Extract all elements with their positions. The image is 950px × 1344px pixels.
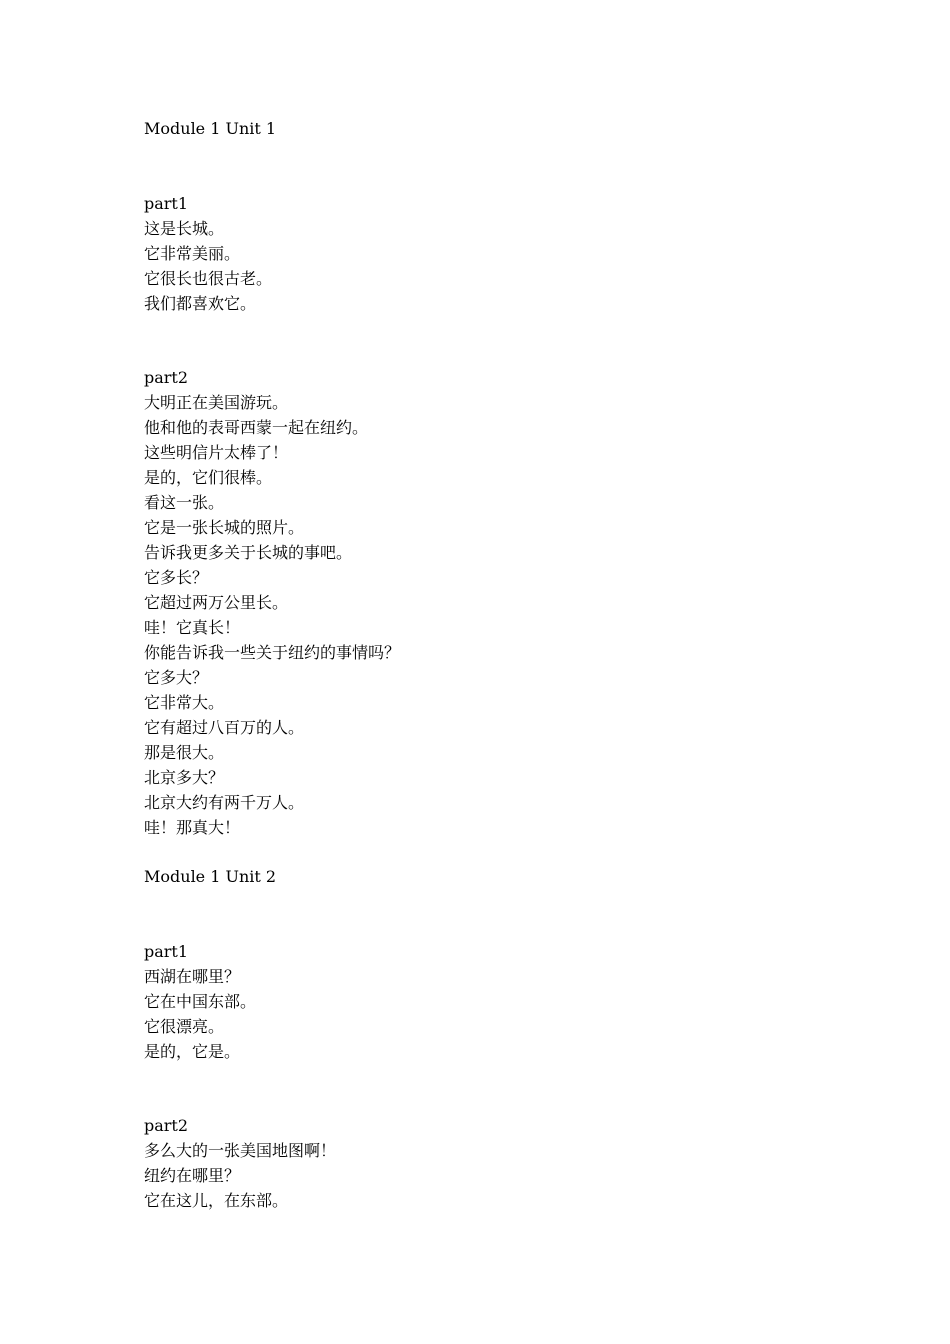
unit1-part2-line: 他和他的表哥西蒙一起在纽约。 — [144, 418, 369, 437]
unit1-part2-line: 它多大？ — [144, 668, 209, 687]
unit1-part2-line: 它多长？ — [144, 568, 209, 587]
unit1-part2-line: 北京大约有两千万人。 — [144, 793, 305, 812]
unit1-part1-line: 它很长也很古老。 — [144, 269, 273, 288]
unit1-part2-line: 看这一张。 — [144, 493, 225, 512]
unit1-part2-label: part2 — [144, 368, 189, 387]
unit2-part1-line: 是的，它是。 — [144, 1042, 241, 1061]
unit1-part1-line: 它非常美丽。 — [144, 244, 241, 263]
unit1-part1-section — [144, 191, 904, 316]
unit1-part2-line: 哇！它真长！ — [144, 618, 241, 637]
unit1-part2-line: 它超过两万公里长。 — [144, 593, 289, 612]
unit1-part2-line: 告诉我更多关于长城的事吧。 — [144, 543, 353, 562]
unit2-part1-section — [144, 939, 904, 1064]
unit2-part1-label: part1 — [144, 942, 189, 961]
unit1-part2-line: 你能告诉我一些关于纽约的事情吗？ — [144, 643, 401, 662]
unit1-part1-label: part1 — [144, 194, 189, 213]
document-page — [144, 116, 904, 1213]
unit1-part2-section — [144, 365, 904, 840]
unit1-part2-line: 大明正在美国游玩。 — [144, 393, 289, 412]
unit1-part1-line: 这是长城。 — [144, 219, 225, 238]
unit1-part2-line: 它非常大。 — [144, 693, 225, 712]
unit1-part2-line: 北京多大？ — [144, 768, 225, 787]
unit1-part2-line: 是的，它们很棒。 — [144, 468, 273, 487]
unit2-part2-section — [144, 1113, 904, 1213]
unit1-part2-line: 那是很大。 — [144, 743, 225, 762]
unit2-part2-line: 多么大的一张美国地图啊！ — [144, 1141, 337, 1160]
unit2-part1-line: 它很漂亮。 — [144, 1017, 225, 1036]
unit2-part2-line: 它在这儿，在东部。 — [144, 1191, 289, 1210]
unit1-heading: Module 1 Unit 1 — [144, 119, 277, 138]
unit2-part2-line: 纽约在哪里？ — [144, 1166, 241, 1185]
unit1-part2-line: 这些明信片太棒了！ — [144, 443, 289, 462]
unit2-part2-label: part2 — [144, 1116, 189, 1135]
unit2-heading: Module 1 Unit 2 — [144, 867, 277, 886]
unit1-part1-line: 我们都喜欢它。 — [144, 294, 257, 313]
unit1-part2-line: 它有超过八百万的人。 — [144, 718, 305, 737]
unit2-part1-line: 它在中国东部。 — [144, 992, 257, 1011]
unit2-part1-line: 西湖在哪里？ — [144, 967, 241, 986]
unit1-part2-line: 哇！那真大！ — [144, 818, 241, 837]
unit1-part2-line: 它是一张长城的照片。 — [144, 518, 305, 537]
